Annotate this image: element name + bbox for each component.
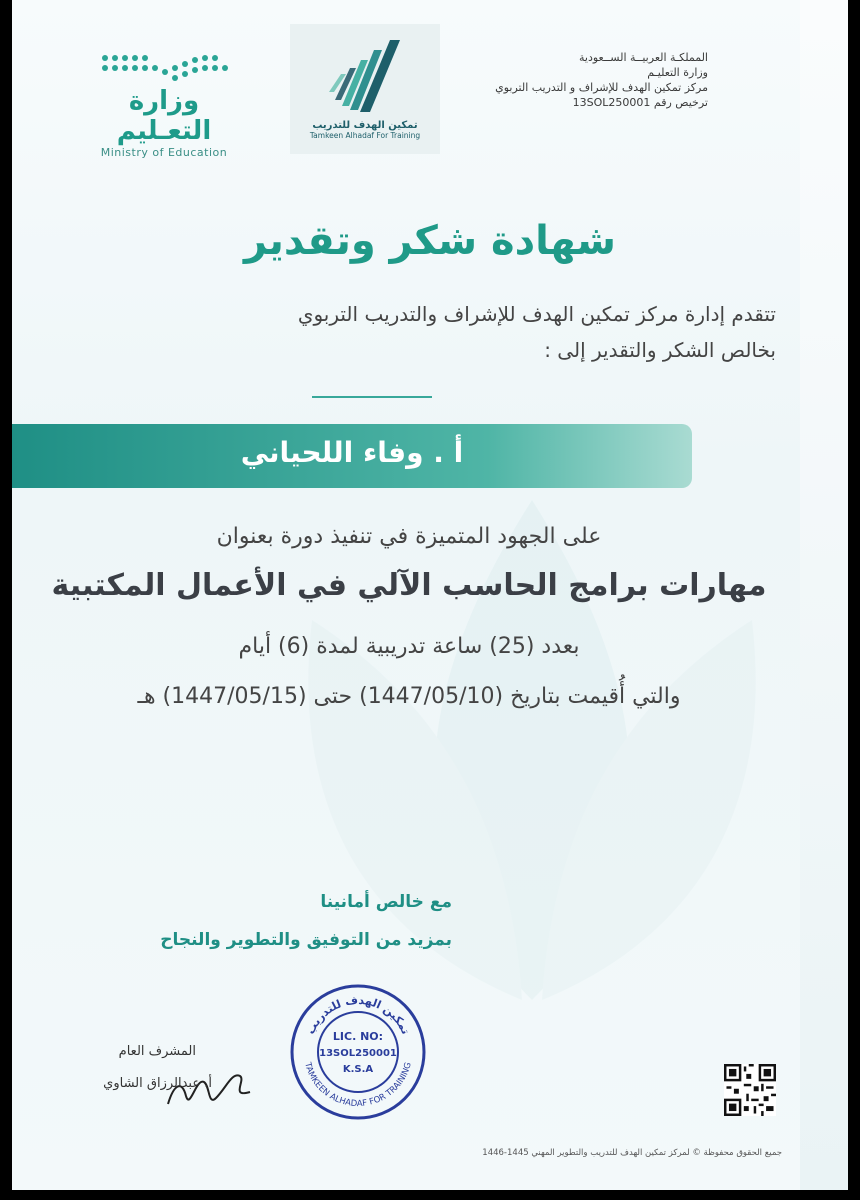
wishes-line: بمزيد من التوفيق والتطوير والنجاح [160,930,452,950]
intro-line: تتقدم إدارة مركز تمكين الهدف للإشراف والتدريب التربوي [297,302,776,326]
signatory-name: أ. عبدالرزاق الشاوي [103,1076,212,1091]
certificate-title: شهادة شكر وتقدير [244,218,616,264]
intro-line: بخالص الشكر والتقدير إلى : [544,338,776,362]
ministry-logo [94,52,234,159]
tamkeen-logo [290,24,440,154]
stamp-country: K.S.A [342,1064,374,1075]
hours-line: بعدد (25) ساعة تدريبية لمدة (6) أيام [238,634,580,659]
ministry-name-ar: وزارة التعـليم [116,86,212,146]
tamkeen-mark-icon [320,32,410,114]
stamp-lic-label: LIC. NO: [332,1030,384,1043]
stamp-arc-top: تمكين الهدف للتدريب [303,993,413,1037]
signatory-title: المشرف العام [118,1044,196,1059]
dates-line: والتي أُقيمت بتاريخ (1447/05/10) حتى (1447/05/15) هـ [137,684,681,709]
moe-dots-icon [99,52,229,82]
recipient-name: أ . وفاء اللحياني [240,436,464,469]
edge-bar [800,0,848,1190]
org-info [495,50,708,110]
stamp-arc-bottom: TAMKEEN ALHADAF FOR TRAINING [302,1061,414,1110]
course-title: مهارات برامج الحاسب الآلي في الأعمال المكتبية [51,568,767,603]
org-line: المملكـة العربيــة الســعودية [579,51,708,64]
wishes-line: مع خالص أمانينا [320,892,452,912]
intro-text [52,296,776,368]
copyright-footer: جميع الحقوق محفوظة © لمركز تمكين الهدف للتدريب والتطوير المهني 1445-1446 [482,1148,782,1158]
org-line: وزارة التعليـم [647,66,708,79]
separator [312,396,432,398]
official-stamp [288,982,428,1122]
org-line: ترخيص رقم 13SOL250001 [572,96,708,109]
ministry-name-en: Ministry of Education [100,146,228,159]
stamp-lic-number: 13SOL250001 [319,1048,397,1059]
certificate-sheet [12,0,848,1190]
efforts-line: على الجهود المتميزة في تنفيذ دورة بعنوان [216,524,602,549]
tamkeen-name-ar: تمكين الهدف للتدريب [312,120,418,131]
qr-code-icon [724,1064,776,1116]
org-line: مركز تمكين الهدف للإشراف و التدريب التربوي [495,81,708,94]
tamkeen-name-en: Tamkeen Alhadaf For Training [309,131,421,140]
